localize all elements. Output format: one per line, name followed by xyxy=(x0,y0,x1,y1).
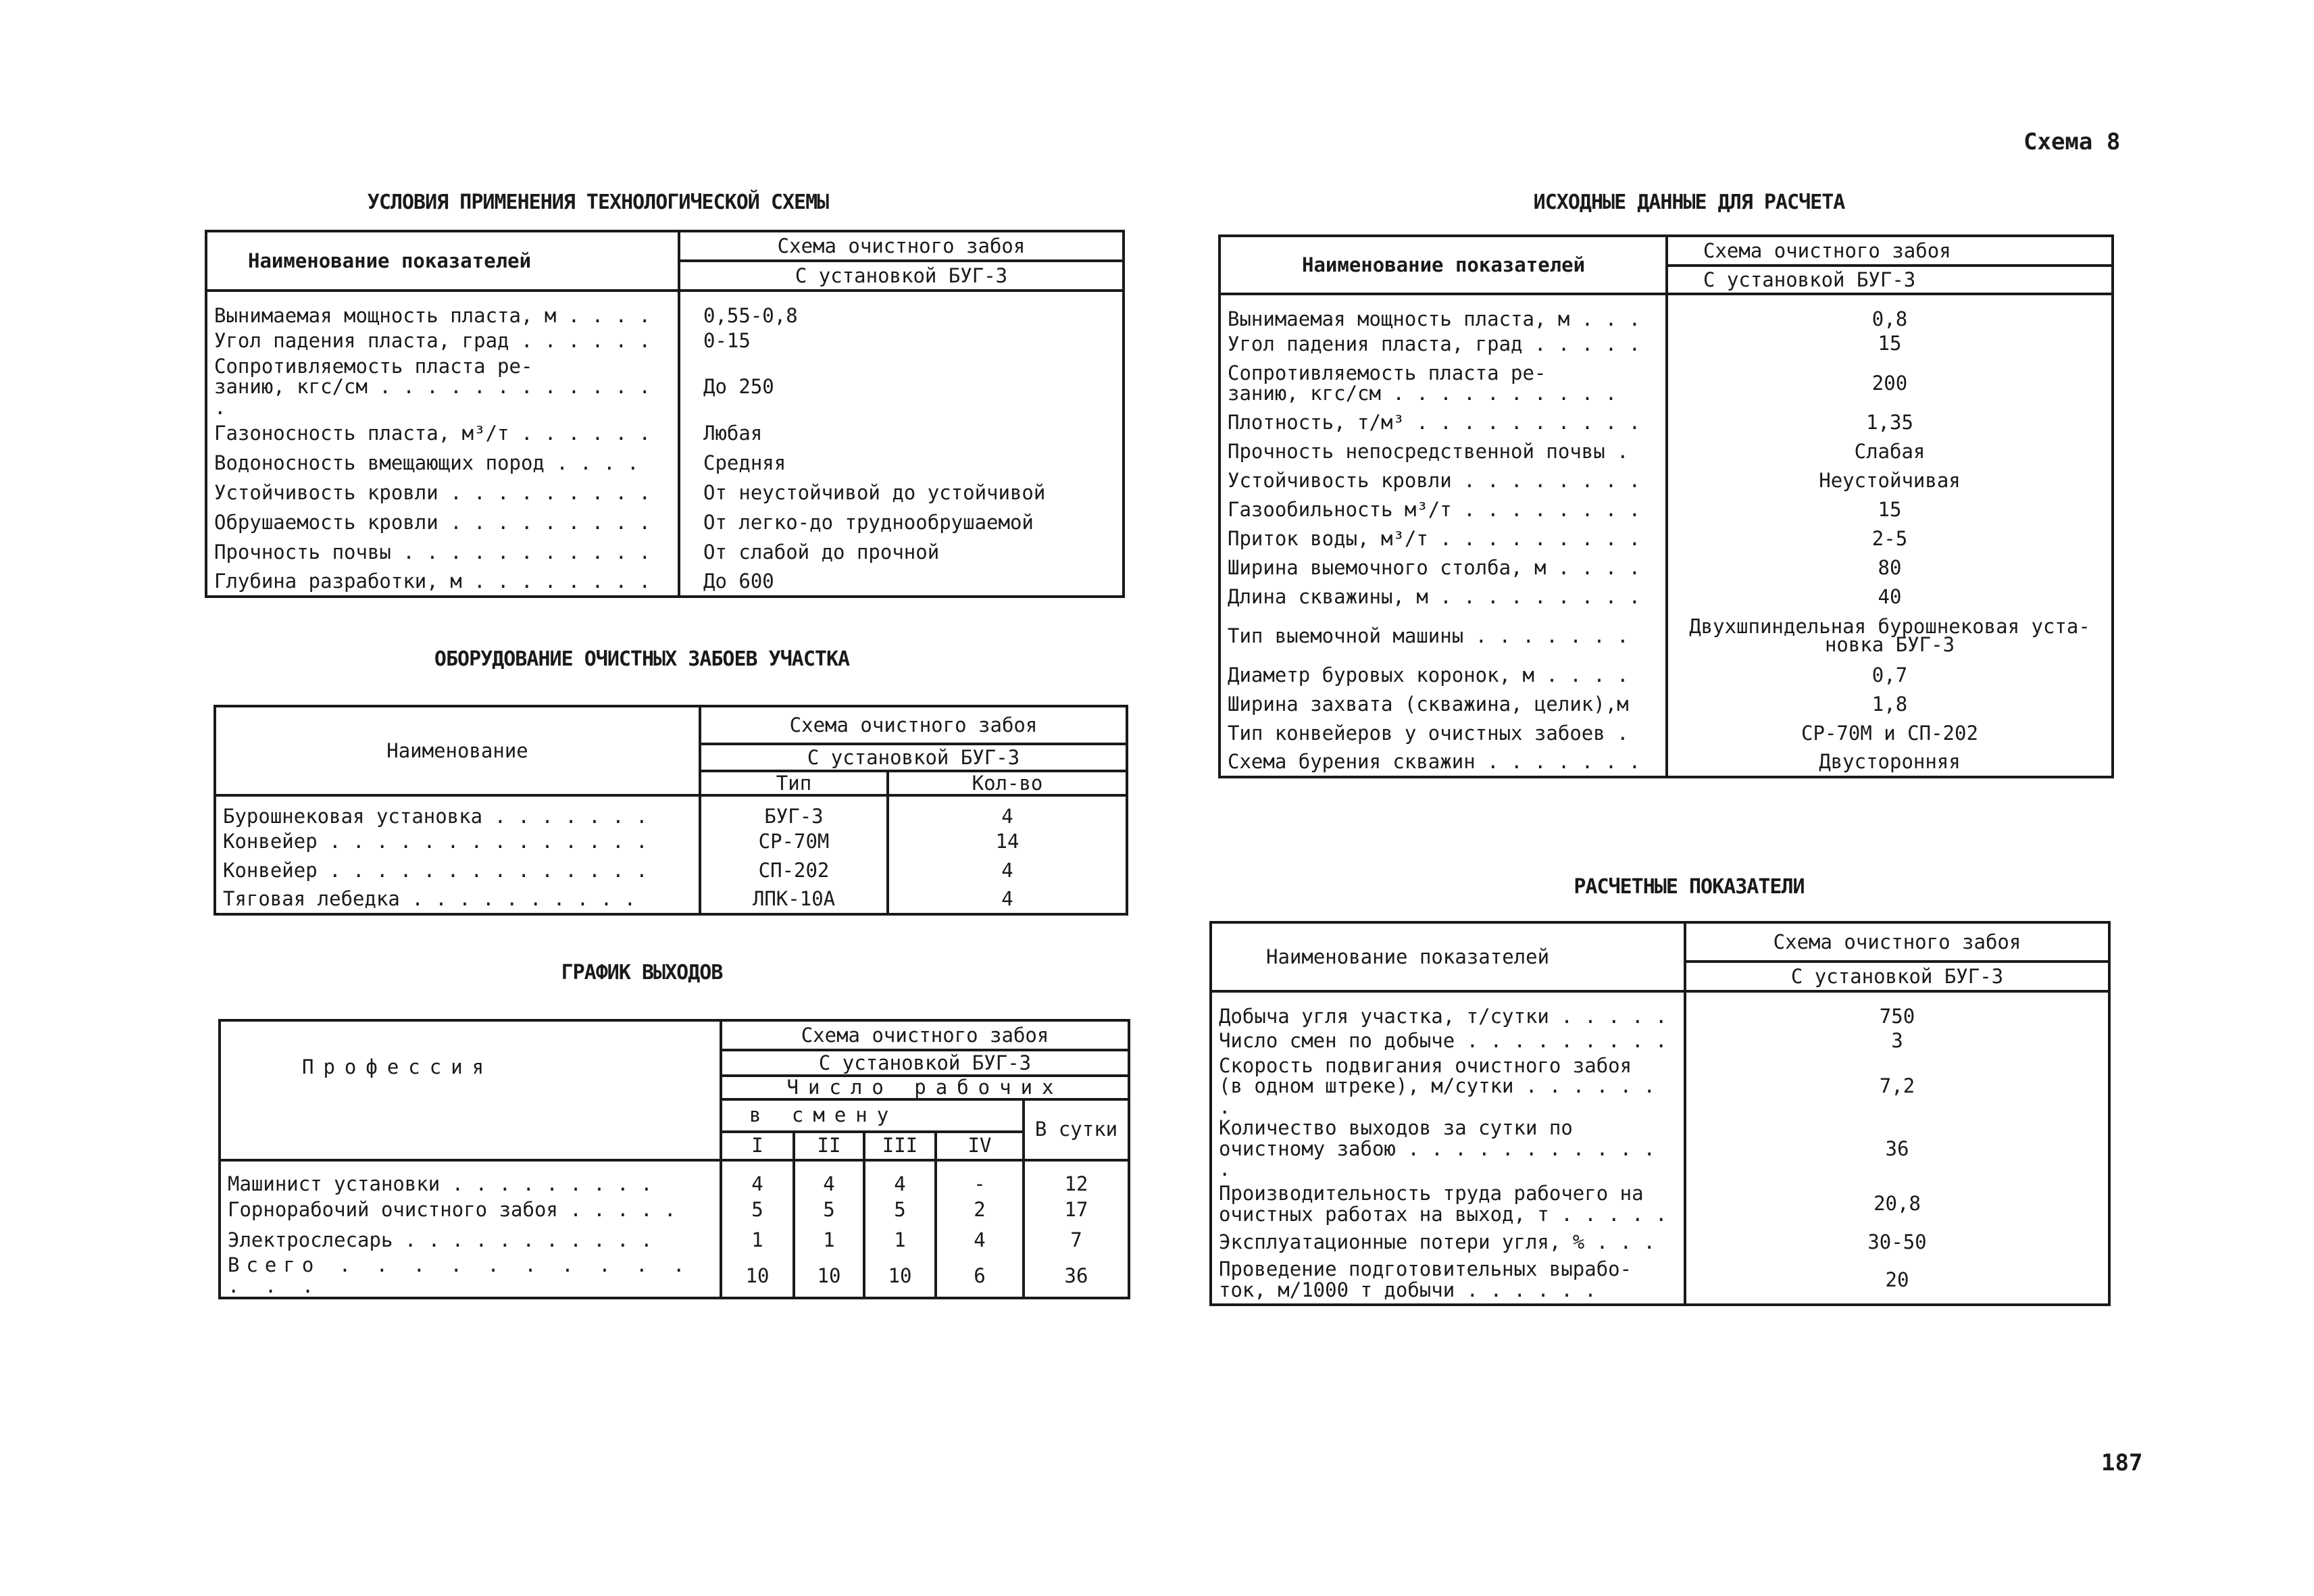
equipment-name: Бурошнековая установка . . . . . . . xyxy=(223,805,648,828)
conditions-title: УСЛОВИЯ ПРИМЕНЕНИЯ ТЕХНОЛОГИЧЕСКОЙ СХЕМЫ xyxy=(367,191,829,214)
row-value: Двухшпиндельная бурошнековая уста- новка БУГ-3 xyxy=(1667,612,2113,661)
row-label: Ширина выемочного столба, м . . . . xyxy=(1228,555,1641,579)
row-value: От неустойчивой до устойчивой xyxy=(679,478,1124,507)
schedule-s2: 10 xyxy=(794,1255,864,1297)
input-data-header-scheme: Схема очистного забоя xyxy=(1667,236,2113,266)
table-row xyxy=(206,448,1124,478)
calculated-table xyxy=(1209,921,2111,1306)
table-row xyxy=(1219,330,2113,359)
table-row xyxy=(1219,553,2113,582)
table-row xyxy=(1219,612,2113,661)
table-row xyxy=(206,537,1124,567)
row-label: Тип конвейеров у очистных забоев . xyxy=(1228,722,1629,745)
row-value: 40 xyxy=(1667,582,2113,612)
row-label: Устойчивость кровли . . . . . . . . xyxy=(1228,468,1641,492)
table-row xyxy=(1219,661,2113,690)
conditions-body xyxy=(206,291,1124,597)
table-row xyxy=(215,885,1127,914)
row-label: Длина скважины, м . . . . . . . . . xyxy=(1228,584,1641,608)
calculated-header-name: Наименование показателей xyxy=(1211,922,1685,991)
profession-name: Машинист установки . . . . . . . . . xyxy=(228,1172,653,1195)
table-row xyxy=(1219,408,2113,437)
row-label: Добыча угля участка, т/сутки . . . . . xyxy=(1219,1005,1667,1028)
schedule-s3: 4 xyxy=(864,1160,936,1195)
row-value: 750 xyxy=(1685,991,2109,1027)
table-row xyxy=(1219,582,2113,612)
row-value: Двусторонняя xyxy=(1667,748,2113,777)
row-label: Число смен по добыче . . . . . . . . . xyxy=(1219,1029,1667,1053)
conditions-header-name: Наименование показателей xyxy=(206,231,679,291)
schedule-s2: 4 xyxy=(794,1160,864,1195)
row-value: 0,55-0,8 xyxy=(679,291,1124,326)
schedule-s2: 5 xyxy=(794,1194,864,1224)
schedule-s3: 5 xyxy=(864,1194,936,1224)
equipment-table xyxy=(213,705,1128,916)
row-value: 15 xyxy=(1667,330,2113,359)
conditions-header-scheme: Схема очистного забоя xyxy=(679,231,1124,261)
row-label: Количество выходов за сутки по очистному забою . . . . . . . . . . . . xyxy=(1219,1116,1656,1181)
row-label: Проведение подготовительных вырабо- ток, м/1000 т добычи . . . . . . xyxy=(1219,1257,1632,1302)
row-value: 0-15 xyxy=(679,326,1124,356)
schedule-header-shift-1: I xyxy=(721,1132,794,1160)
table-row xyxy=(1219,359,2113,408)
table-row xyxy=(206,291,1124,326)
table-row xyxy=(215,827,1127,856)
table-row xyxy=(1219,294,2113,330)
conditions-table xyxy=(205,230,1125,598)
table-row xyxy=(206,567,1124,597)
schedule-s3: 1 xyxy=(864,1224,936,1255)
table-row xyxy=(1219,719,2113,748)
schedule-s4: - xyxy=(936,1160,1024,1195)
row-label: Производительность труда рабочего на очистных работах на выход, т . . . . . xyxy=(1219,1182,1667,1226)
row-label: Прочность почвы . . . . . . . . . . . xyxy=(214,540,651,564)
schedule-title: ГРАФИК ВЫХОДОВ xyxy=(561,961,723,984)
row-label: Угол падения пласта, град . . . . . . xyxy=(214,329,651,353)
row-label: Вынимаемая мощность пласта, м . . . . xyxy=(214,304,651,327)
row-value: 20 xyxy=(1685,1257,2109,1305)
table-row xyxy=(1211,991,2109,1027)
equipment-type: БУГ-3 xyxy=(700,795,888,827)
table-row xyxy=(1211,1180,2109,1228)
row-value: 0,8 xyxy=(1667,294,2113,330)
row-value: От слабой до прочной xyxy=(679,537,1124,567)
row-label: Диаметр буровых коронок, м . . . . xyxy=(1228,664,1629,687)
row-value: От легко-до труднообрушаемой xyxy=(679,507,1124,537)
row-value: До 600 xyxy=(679,567,1124,597)
table-row xyxy=(1219,524,2113,553)
row-label: Эксплуатационные потери угля, % . . . xyxy=(1219,1230,1656,1254)
page-number: 187 xyxy=(2101,1449,2143,1476)
row-label: Плотность, т/м³ . . . . . . . . . . xyxy=(1228,410,1641,434)
equipment-qty: 4 xyxy=(888,885,1127,914)
input-data-title: ИСХОДНЫЕ ДАННЫЕ ДЛЯ РАСЧЕТА xyxy=(1533,191,1845,214)
scheme-label: Схема 8 xyxy=(2023,128,2121,155)
row-label: Скорость подвигания очистного забоя (в одном штреке), м/сутки . . . . . . . xyxy=(1219,1053,1656,1119)
table-row xyxy=(206,507,1124,537)
schedule-s4: 6 xyxy=(936,1255,1024,1297)
row-value: Любая xyxy=(679,418,1124,448)
table-row xyxy=(1211,1228,2109,1257)
calculated-title: РАСЧЕТНЫЕ ПОКАЗАТЕЛИ xyxy=(1574,875,1805,899)
profession-name: Всего . . . . . . . . . . . . . xyxy=(228,1253,692,1298)
row-label: Сопротивляемость пласта ре- занию, кгс/см . . . . . . . . . . xyxy=(1228,361,1617,405)
input-data-header-variant: С установкой БУГ-3 xyxy=(1667,266,2113,294)
row-label: Обрушаемость кровли . . . . . . . . . xyxy=(214,510,651,534)
table-row xyxy=(206,418,1124,448)
schedule-s1: 4 xyxy=(721,1160,794,1195)
row-label: Сопротивляемость пласта ре- занию, кгс/см . . . . . . . . . . . . . xyxy=(214,354,651,420)
row-value: Средняя xyxy=(679,448,1124,478)
schedule-header-shift-2: II xyxy=(794,1132,864,1160)
table-row xyxy=(1211,1027,2109,1055)
row-label: Прочность непосредственной почвы . xyxy=(1228,439,1629,463)
equipment-qty: 4 xyxy=(888,856,1127,885)
table-row xyxy=(1219,690,2113,719)
row-label: Газообильность м³/т . . . . . . . . xyxy=(1228,497,1641,521)
equipment-qty: 4 xyxy=(888,795,1127,827)
table-row xyxy=(220,1160,1129,1195)
calculated-header-variant: С установкой БУГ-3 xyxy=(1685,962,2109,991)
schedule-table xyxy=(218,1019,1130,1299)
row-label: Водоносность вмещающих пород . . . . xyxy=(214,451,639,474)
row-value: Слабая xyxy=(1667,437,2113,466)
row-value: 7,2 xyxy=(1685,1055,2109,1118)
calculated-header-scheme: Схема очистного забоя xyxy=(1685,922,2109,962)
equipment-type: СП-202 xyxy=(700,856,888,885)
equipment-header-qty: Кол-во xyxy=(888,771,1127,795)
schedule-s4: 2 xyxy=(936,1194,1024,1224)
row-value: СР-70М и СП-202 xyxy=(1667,719,2113,748)
row-value: 1,8 xyxy=(1667,690,2113,719)
table-row xyxy=(220,1255,1129,1297)
equipment-header-name: Наименование xyxy=(215,706,700,795)
schedule-s3: 10 xyxy=(864,1255,936,1297)
table-row xyxy=(206,326,1124,356)
row-label: Глубина разработки, м . . . . . . . . xyxy=(214,569,651,593)
row-label: Вынимаемая мощность пласта, м . . . xyxy=(1228,307,1641,330)
table-row xyxy=(1219,466,2113,495)
input-data-header-name: Наименование показателей xyxy=(1219,236,1667,294)
schedule-header-workers: Число рабочих xyxy=(721,1076,1129,1099)
input-data-table xyxy=(1218,234,2114,778)
row-label: Устойчивость кровли . . . . . . . . . xyxy=(214,480,651,504)
equipment-name: Конвейер . . . . . . . . . . . . . . xyxy=(223,858,648,882)
row-label: Схема бурения скважин . . . . . . . xyxy=(1228,750,1641,774)
equipment-header-type: Тип xyxy=(700,771,888,795)
equipment-name: Тяговая лебедка . . . . . . . . . . xyxy=(223,887,636,910)
schedule-header-per-day: В сутки xyxy=(1024,1099,1129,1160)
row-label: Приток воды, м³/т . . . . . . . . . xyxy=(1228,526,1641,550)
row-value: 3 xyxy=(1685,1027,2109,1055)
calculated-body xyxy=(1211,991,2109,1305)
schedule-header-shift-3: III xyxy=(864,1132,936,1160)
schedule-s2: 1 xyxy=(794,1224,864,1255)
table-row xyxy=(206,356,1124,418)
schedule-header-per-shift: в смену xyxy=(721,1099,1024,1132)
row-value: 0,7 xyxy=(1667,661,2113,690)
table-row xyxy=(215,856,1127,885)
input-data-body xyxy=(1219,294,2113,777)
schedule-day: 36 xyxy=(1024,1255,1129,1297)
profession-name: Электрослесарь . . . . . . . . . . . xyxy=(228,1228,653,1251)
schedule-s1: 5 xyxy=(721,1194,794,1224)
table-row xyxy=(1211,1257,2109,1305)
schedule-body xyxy=(220,1160,1129,1298)
table-row xyxy=(1211,1055,2109,1118)
table-row xyxy=(220,1224,1129,1255)
row-label: Угол падения пласта, град . . . . . xyxy=(1228,332,1641,355)
schedule-header-profession: Профессия xyxy=(220,1020,721,1160)
row-value: 1,35 xyxy=(1667,408,2113,437)
schedule-header-scheme: Схема очистного забоя xyxy=(721,1020,1129,1050)
profession-name: Горнорабочий очистного забоя . . . . . xyxy=(228,1197,676,1221)
schedule-day: 17 xyxy=(1024,1194,1129,1224)
schedule-s4: 4 xyxy=(936,1224,1024,1255)
equipment-body xyxy=(215,795,1127,914)
row-value: До 250 xyxy=(679,356,1124,418)
row-label: Ширина захвата (скважина, целик),м xyxy=(1228,693,1629,716)
table-row xyxy=(215,795,1127,827)
schedule-s1: 1 xyxy=(721,1224,794,1255)
schedule-day: 7 xyxy=(1024,1224,1129,1255)
equipment-qty: 14 xyxy=(888,827,1127,856)
row-value: 15 xyxy=(1667,495,2113,524)
row-value: 36 xyxy=(1685,1118,2109,1180)
table-row xyxy=(1219,437,2113,466)
schedule-header-variant: С установкой БУГ-3 xyxy=(721,1050,1129,1076)
table-row xyxy=(220,1194,1129,1224)
equipment-type: СР-70М xyxy=(700,827,888,856)
table-row xyxy=(1219,748,2113,777)
row-value: 80 xyxy=(1667,553,2113,582)
table-row xyxy=(206,478,1124,507)
row-value: 2-5 xyxy=(1667,524,2113,553)
table-row xyxy=(1219,495,2113,524)
equipment-header-variant: С установкой БУГ-3 xyxy=(700,744,1127,771)
equipment-header-scheme: Схема очистного забоя xyxy=(700,706,1127,744)
row-value: 30-50 xyxy=(1685,1228,2109,1257)
row-value: 200 xyxy=(1667,359,2113,408)
equipment-name: Конвейер . . . . . . . . . . . . . . xyxy=(223,829,648,853)
equipment-title: ОБОРУДОВАНИЕ ОЧИСТНЫХ ЗАБОЕВ УЧАСТКА xyxy=(434,647,850,671)
table-row xyxy=(1211,1118,2109,1180)
row-value: 20,8 xyxy=(1685,1180,2109,1228)
row-value: Неустойчивая xyxy=(1667,466,2113,495)
equipment-type: ЛПК-10А xyxy=(700,885,888,914)
conditions-header-variant: С установкой БУГ-3 xyxy=(679,261,1124,291)
row-label: Газоносность пласта, м³/т . . . . . . xyxy=(214,421,651,445)
schedule-day: 12 xyxy=(1024,1160,1129,1195)
schedule-header-shift-4: IV xyxy=(936,1132,1024,1160)
schedule-s1: 10 xyxy=(721,1255,794,1297)
row-label: Тип выемочной машины . . . . . . . xyxy=(1228,624,1629,647)
